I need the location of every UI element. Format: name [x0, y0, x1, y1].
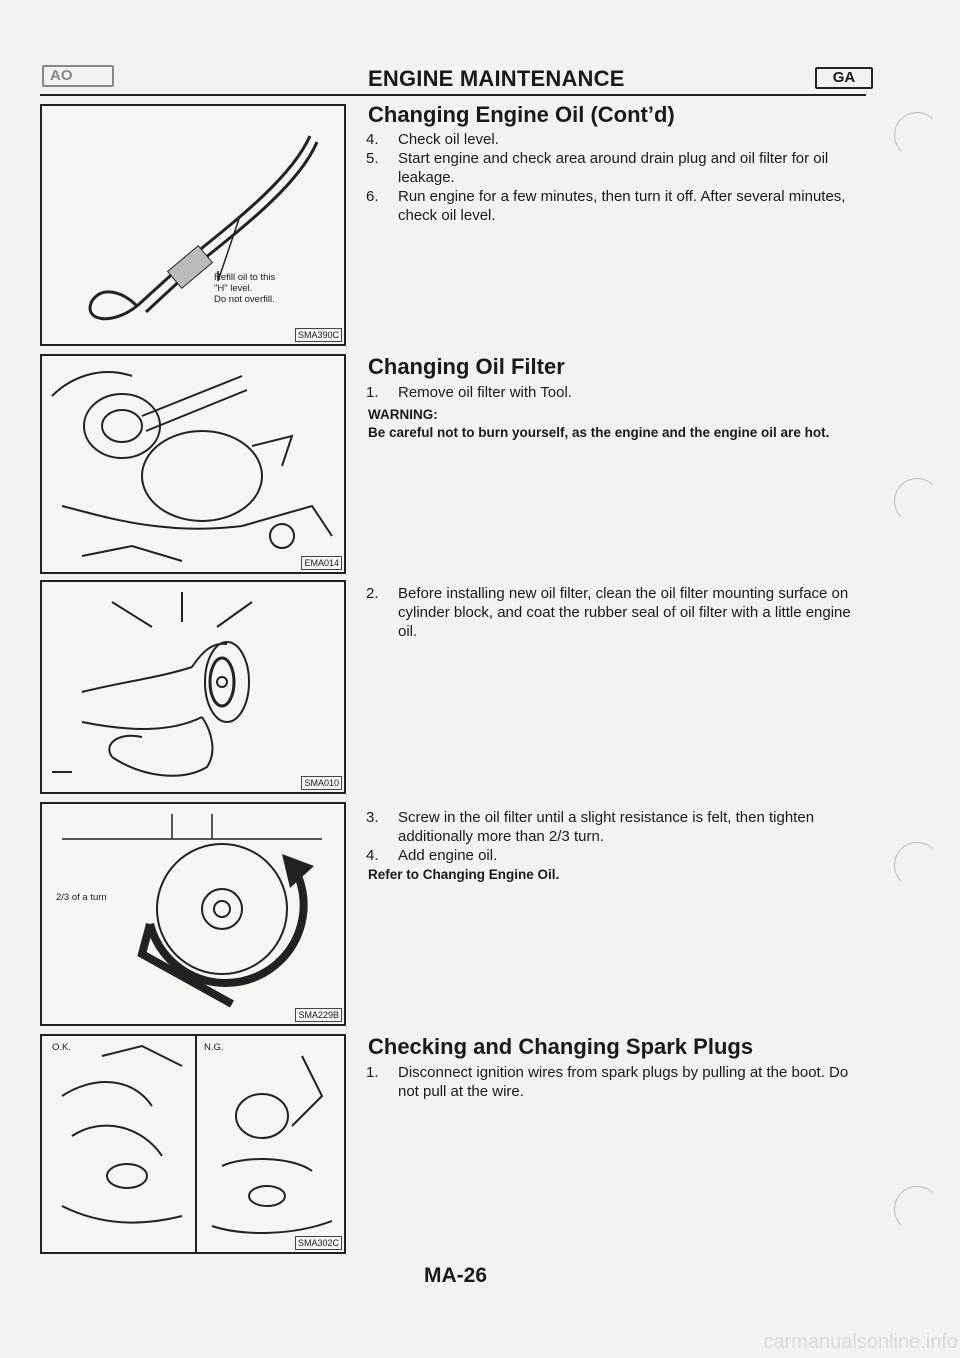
section-title-engine-oil: Changing Engine Oil (Cont’d) [368, 102, 675, 127]
warning-label: WARNING: [368, 407, 438, 422]
binder-tab-mark [894, 112, 940, 158]
section-title-spark-plugs: Checking and Changing Spark Plugs [368, 1034, 754, 1059]
ok-label: O.K. [52, 1042, 72, 1053]
step-item: 4. Check oil level. [366, 131, 499, 148]
refer-note: Refer to Changing Engine Oil. [368, 867, 560, 882]
step-item: 1. Remove oil filter with Tool. [366, 384, 572, 401]
figure-code: SMA010 [301, 776, 342, 790]
figure-code: EMA014 [301, 556, 342, 570]
figure-code: SMA390C [295, 328, 342, 342]
dipstick-note: Refill oil to this "H" level. Do not overfill. [214, 272, 276, 305]
step-item: 4. Add engine oil. [366, 847, 498, 864]
binder-tab-mark [894, 1186, 940, 1232]
binder-tab-mark [894, 842, 940, 888]
dipstick-illustration [42, 106, 344, 344]
watermark: carmanualsonline.info [763, 1331, 958, 1353]
filter-hands-illustration [42, 582, 344, 792]
figure-filter-removal [40, 354, 346, 574]
figure-filter-oil-seal [40, 580, 346, 794]
page-number: MA-26 [424, 1264, 488, 1287]
turn-note: 2/3 of a turn [56, 892, 107, 903]
step-item: 5. Start engine and check area around drain plug and oil filter for oil leakage. [366, 150, 829, 186]
header-rule [40, 94, 866, 96]
figure-spark-plug-wires [40, 1034, 346, 1254]
figure-code: SMA302C [295, 1236, 342, 1250]
binder-tab-mark [894, 478, 940, 524]
step-item: 1. Disconnect ignition wires from spark plugs by pulling at the boot. Do not pull at the wire. [366, 1064, 849, 1100]
section-badge-right: GA [815, 67, 873, 89]
turn-arrow-illustration [42, 804, 344, 1024]
section-badge-left: AO [42, 65, 114, 87]
figure-dipstick [40, 104, 346, 346]
filter-wrench-illustration [42, 356, 344, 572]
ng-label: N.G. [204, 1042, 224, 1053]
figure-code: SMA229B [295, 1008, 342, 1022]
figure-two-thirds-turn [40, 802, 346, 1026]
step-item: 2. Before installing new oil filter, clean the oil filter mounting surface on cylinder block, and coat the rubber seal of oil filter with a little engine oil. [366, 585, 851, 640]
page-header-title: ENGINE MAINTENANCE [368, 66, 625, 91]
warning-text: Be careful not to burn yourself, as the engine and the engine oil are hot. [368, 425, 830, 440]
step-item: 3. Screw in the oil filter until a slight resistance is felt, then tighten additionally more than 2/3 turn. [366, 809, 815, 845]
spark-plug-illustration [42, 1036, 344, 1252]
step-item: 6. Run engine for a few minutes, then turn it off. After several minutes, check oil level. [366, 188, 846, 224]
section-title-oil-filter: Changing Oil Filter [368, 354, 565, 379]
